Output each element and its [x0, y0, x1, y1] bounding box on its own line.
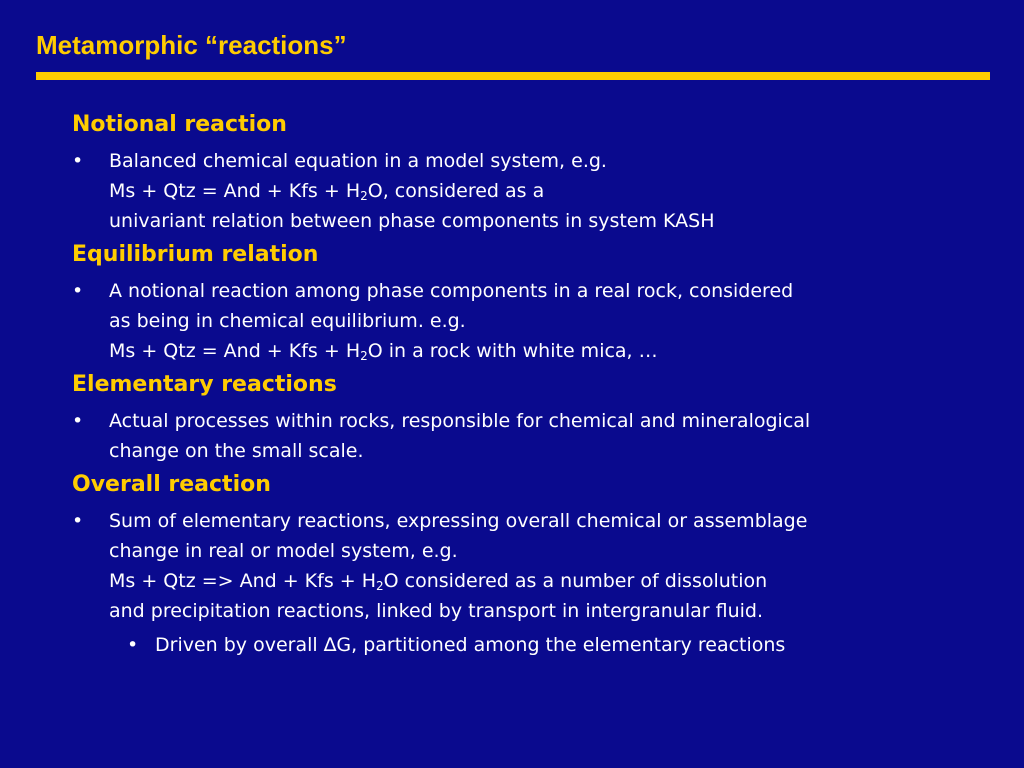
- slide-content: [72, 110, 972, 660]
- bullet-elementary-reactions: [72, 406, 972, 466]
- bullet-dot: •: [72, 510, 84, 532]
- subbullet-text: Driven by overall ∆G, partitioned among the elementary reactions: [155, 634, 786, 656]
- bullet-line: Balanced chemical equation in a model system, e.g.: [109, 150, 607, 172]
- section-heading-equilibrium-relation: Equilibrium relation: [72, 242, 319, 267]
- bullet-line: as being in chemical equilibrium. e.g.: [109, 310, 466, 332]
- title-underline: [36, 72, 990, 80]
- bullet-dot: •: [72, 150, 84, 172]
- bullet-equilibrium-relation: [72, 276, 972, 366]
- bullet-notional-reaction: [72, 146, 972, 236]
- bullet-line: change on the small scale.: [109, 440, 364, 462]
- bullet-line-equation: Ms + Qtz = And + Kfs + $H_2O$, considered as a: [109, 180, 545, 203]
- slide-title: Metamorphic “reactions”: [36, 30, 347, 60]
- section-heading-notional-reaction: Notional reaction: [72, 112, 287, 137]
- bullet-line: Actual processes within rocks, responsible for chemical and mineralogical: [109, 410, 811, 432]
- bullet-line-equation: Ms + Qtz => And + Kfs + $H_2O$ considered as a number of dissolution: [109, 570, 768, 593]
- section-heading-elementary-reactions: Elementary reactions: [72, 372, 337, 397]
- bullet-dot: •: [72, 280, 84, 302]
- bullet-dot: •: [127, 634, 139, 656]
- bullet-overall-reaction: [72, 506, 972, 626]
- bullet-line: Sum of elementary reactions, expressing overall chemical or assemblage: [109, 510, 808, 532]
- bullet-line: A notional reaction among phase components in a real rock, considered: [109, 280, 794, 302]
- bullet-line: and precipitation reactions, linked by transport in intergranular fluid.: [109, 600, 764, 622]
- subbullet-driven-by-delta-g: [72, 630, 972, 660]
- bullet-line: univariant relation between phase components in system KASH: [109, 210, 715, 232]
- bullet-line-equation: Ms + Qtz = And + Kfs + $H_2O$ in a rock with white mica, …: [109, 340, 658, 363]
- section-heading-overall-reaction: Overall reaction: [72, 472, 271, 497]
- bullet-dot: •: [72, 410, 84, 432]
- bullet-line: change in real or model system, e.g.: [109, 540, 458, 562]
